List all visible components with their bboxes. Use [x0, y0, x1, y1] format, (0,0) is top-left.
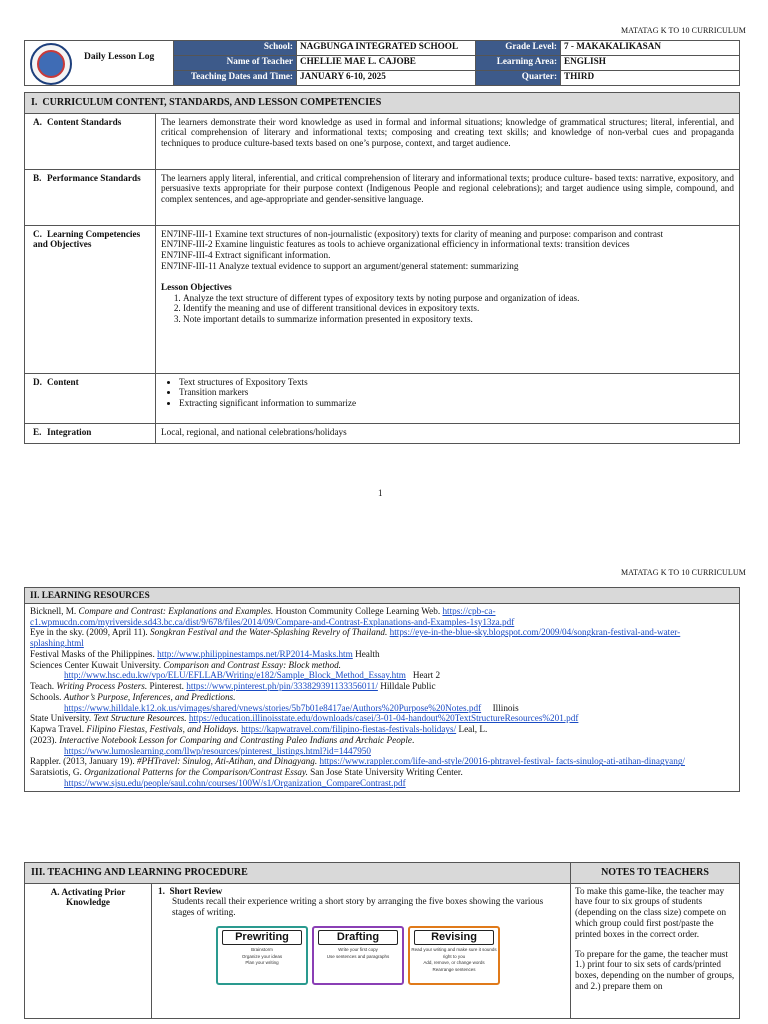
resource-link[interactable]: http://www.philippinestamps.net/RP2014-Masks.htm — [157, 648, 353, 659]
teacher-value: CHELLIE MAE L. CAJOBE — [297, 56, 476, 71]
note-paragraph: To prepare for the game, the teacher must 1.) print four to six sets of cards/printed boxes, depending on the number of groups, and 2.) prepare them on — [575, 948, 735, 991]
notes-heading: NOTES TO TEACHERS — [571, 863, 740, 884]
competency-item: EN7INF-III-4 Extract significant information. — [161, 250, 331, 261]
writing-stage-cards — [158, 926, 564, 985]
competency-item: EN7INF-III-2 Examine linguistic features as tools to achieve organizational efficiency in informational texts: transition devices — [161, 239, 630, 250]
resource-entry: (2023). Interactive Notebook Lesson for Comparing and Contrasting Paleo Indians and Archaic People. https://www.lumoslearning.com/llwp/resources/pinterest_listings.html?id=1447950 — [30, 734, 415, 756]
area-value: ENGLISH — [561, 56, 740, 71]
grade-label: Grade Level: — [476, 41, 561, 56]
teacher-label: Name of Teacher — [174, 56, 297, 71]
competencies-label: C. Learning Competencies and Objectives — [25, 225, 156, 373]
prewriting-card[interactable]: Prewriting Brainstorm Organize your ideas Plan your writing — [216, 926, 308, 985]
objectives-list — [161, 293, 734, 325]
revising-card[interactable]: Revising Read your writing and make sure it sounds right to you Add, remove, or change words Rearrange sentences — [408, 926, 500, 985]
performance-standards-label: B. Performance Standards — [25, 169, 156, 225]
resources-list — [25, 603, 740, 791]
resource-link[interactable]: https://www.hilldale.k12.ok.us/vimages/shared/vnews/stories/5b7b01e8417ae/Authors%20Purpose%20Notes.pdf — [64, 702, 482, 713]
content-item: • Text structures of Expository Texts — [179, 377, 734, 388]
school-label: School: — [174, 41, 297, 56]
resource-entry: Kapwa Travel. Filipino Fiestas, Festivals, and Holidays. https://kapwatravel.com/filipino-fiestas-festivals-holidays/ Leal, L. — [30, 724, 488, 735]
curriculum-section — [24, 92, 740, 444]
resource-entry: Festival Masks of the Philippines. http://www.philippinestamps.net/RP2014-Masks.htm Health — [30, 648, 380, 659]
resource-entry: Sciences Center Kuwait University. Comparison and Contrast Essay: Block method. http://www.hsc.edu.kw/vpo/ELU/EFLLAB/Writing/e182/Sample_Block_Method_Essay.htm Heart 2 — [30, 659, 441, 681]
resource-link[interactable]: https://cpb-ca-c1.wpmucdn.com/myriverside.sd43.bc.ca/dist/9/678/files/2014/09/Compare-and-Contrast-Explanations-and-Examples-1sy13za.pdf — [30, 605, 515, 627]
curriculum-tag: MATATAG K TO 10 CURRICULUM — [620, 26, 746, 35]
integration-text: Local, regional, and national celebrations/holidays — [156, 423, 740, 443]
content-list — [161, 377, 734, 409]
resource-link[interactable]: https://www.pinterest.ph/pin/333829391133356011/ — [186, 681, 378, 692]
step-heading: 1. Short Review — [158, 885, 223, 896]
objectives-title: Lesson Objectives — [161, 281, 232, 292]
resource-entry: Rappler. (2013, January 19). #PHTravel: Sinulog, Ati-Atihan, and Dinagyang. https://www.rappler.com/life-and-style/20016-phtravel-festival- facts-sinulog-ati-atihan-dinagyang/ — [30, 756, 685, 767]
dates-label: Teaching Dates and Time: — [174, 71, 297, 86]
resource-link[interactable]: http://www.hsc.edu.kw/vpo/ELU/EFLLAB/Writing/e182/Sample_Block_Method_Essay.htm — [64, 670, 406, 681]
page-number: 1 — [378, 488, 383, 498]
deped-seal-icon — [30, 43, 72, 85]
resource-entry: Bicknell, M. Compare and Contrast: Explanations and Examples. Houston Community College Learning Web. https://cpb-ca-c1.wpmucdn.com/myriverside.sd43.bc.ca/dist/9/678/files/2014/09/Compare-and-Contrast-Explanations-and-Examples-1sy13za.pdf — [30, 605, 515, 627]
competencies-cell — [156, 225, 740, 373]
resource-link[interactable]: https://www.lumoslearning.com/llwp/resources/pinterest_listings.html?id=1447950 — [64, 745, 371, 756]
activating-prior-knowledge-label: A. Activating Prior Knowledge — [25, 883, 152, 1018]
section-number: I. — [31, 97, 38, 108]
resource-link[interactable]: https://kapwatravel.com/filipino-fiestas-festivals-holidays/ — [241, 724, 457, 735]
daily-lesson-log-header — [24, 40, 740, 86]
content-item: • Transition markers — [179, 387, 734, 398]
content-label: D. Content — [25, 373, 156, 423]
logo-cell — [25, 41, 174, 86]
competency-item: EN7INF-III-11 Analyze textual evidence to support an argument/general statement: summarizing — [161, 260, 519, 271]
grade-value: 7 - MAKAKALIKASAN — [561, 41, 740, 56]
card-title: Revising — [414, 930, 494, 945]
section-heading: II. LEARNING RESOURCES — [25, 588, 740, 604]
integration-label: E. Integration — [25, 423, 156, 443]
section-heading — [25, 93, 740, 114]
content-item: • Extracting significant information to summarize — [179, 398, 734, 409]
objective-item: 2. Identify the meaning and use of different transitional devices in expository texts. — [183, 303, 734, 314]
resource-link[interactable]: https://eye-in-the-blue-sky.blogspot.com/2009/04/songkran-festival-and-water-splashing.html — [30, 627, 681, 649]
content-standards-label: A. Content Standards — [25, 113, 156, 169]
area-label: Learning Area: — [476, 56, 561, 71]
resource-entry: State University. Text Structure Resources. https://education.illinoisstate.edu/downloads/casei/3-01-04-handout%20TextStructureResources%201.pdf — [30, 713, 579, 724]
curriculum-tag: MATATAG K TO 10 CURRICULUM — [620, 568, 746, 577]
activity-cell — [152, 883, 571, 1018]
resource-entry: Eye in the sky. (2009, April 11). Songkran Festival and the Water-Splashing Revelry of Thailand. https://eye-in-the-blue-sky.blogspot.com/2009/04/songkran-festival-and-water-splashing.html — [30, 627, 681, 649]
resource-link[interactable]: https://www.rappler.com/life-and-style/20016-phtravel-festival- facts-sinulog-ati-atihan-dinagyang/ — [319, 756, 685, 767]
card-title: Drafting — [318, 930, 398, 945]
objective-item: 1. Analyze the text structure of different types of expository texts by noting purpose and organization of ideas. — [183, 293, 734, 304]
note-paragraph: To make this game-like, the teacher may have four to six groups of students (depending on the class size) compete on which group could first post/paste the printed boxes in the correct order. — [575, 885, 727, 939]
resource-entry: Saratsiotis, G. Organizational Patterns for the Comparison/Contrast Essay. San Jose State University Writing Center. https://www.sjsu.edu/people/saul.cohn/courses/100W/s1/Organization_CompareContrast.pdf — [30, 767, 463, 789]
card-title: Prewriting — [222, 930, 302, 945]
learning-resources-section — [24, 587, 740, 792]
performance-standards-text: The learners apply literal, inferential, and critical comprehension of literary and informational texts; produce culture- based texts: narrative, expository, and persuasive texts appropriate for their purpose context (Indigenous People and regional celebrations); and target audience using simple, compound, and complex sentences, and age-appropriate and gender-sensitive language. — [156, 169, 740, 225]
step-text: Students recall their experience writing a short story by arranging the five boxes showing the various stages of writing. — [172, 896, 544, 918]
section-heading: III. TEACHING AND LEARNING PROCEDURE — [25, 863, 571, 884]
resource-entry: Schools. Author’s Purpose, Inferences, and Predictions. https://www.hilldale.k12.ok.us/vimages/shared/vnews/stories/5b7b01e8417ae/Authors%20Purpose%20Notes.pdf Illinois — [30, 691, 519, 713]
content-cell — [156, 373, 740, 423]
competency-item: EN7INF-III-1 Examine text structures of non-journalistic (expository) texts for clarity of meaning and purpose: comparison and contrast — [161, 228, 664, 239]
drafting-card[interactable]: Drafting Write your first copy Use sentences and paragraphs — [312, 926, 404, 985]
resource-link[interactable]: https://www.sjsu.edu/people/saul.cohn/courses/100W/s1/Organization_CompareContrast.pdf — [64, 778, 406, 789]
resource-link[interactable]: https://education.illinoisstate.edu/downloads/casei/3-01-04-handout%20TextStructureResources%201.pdf — [188, 713, 579, 724]
quarter-value: THIRD — [561, 71, 740, 86]
section-title: CURRICULUM CONTENT, STANDARDS, AND LESSON COMPETENCIES — [42, 97, 382, 108]
objective-item: 3. Note important details to summarize information presented in expository texts. — [183, 314, 734, 325]
notes-cell — [571, 883, 740, 1018]
content-standards-text: The learners demonstrate their word knowledge as used in formal and informal situations; knowledge of grammatical structures; literal, inferential, and critical comprehension of literary and informational texts; composing and creating text skills; and knowledge of non-verbal cues and propaganda techniques to produce culture-based texts based on one’s purpose, context, and target audience. — [156, 113, 740, 169]
dates-value: JANUARY 6-10, 2025 — [297, 71, 476, 86]
school-value: NAGBUNGA INTEGRATED SCHOOL — [297, 41, 476, 56]
teaching-procedure-section — [24, 862, 740, 1019]
resource-entry: Teach. Writing Process Posters. Pinterest. https://www.pinterest.ph/pin/333829391133356011/ Hilldale Public — [30, 681, 436, 692]
dll-title: Daily Lesson Log — [84, 52, 155, 63]
quarter-label: Quarter: — [476, 71, 561, 86]
